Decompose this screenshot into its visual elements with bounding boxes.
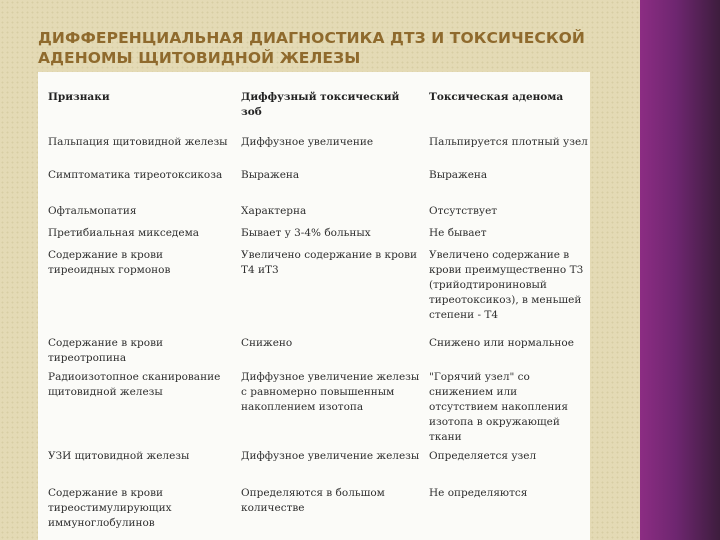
table-cell: Снижено <box>241 337 293 349</box>
table-cell: Пальпация щитовидной железы <box>48 136 228 148</box>
header-toxic-adenoma: Токсическая аденома <box>429 91 564 103</box>
table-cell: Содержание в крови тиреоидных гормонов <box>48 249 171 276</box>
table-row <box>38 160 590 200</box>
decorative-side-band <box>640 0 720 540</box>
table-cell: Офтальмопатия <box>48 205 137 217</box>
table-cell: Диффузное увеличение железы с равномерно повышенным накоплением изотопа <box>241 371 420 413</box>
table-cell: Претибиальная микседема <box>48 227 200 239</box>
table-cell: Не определяются <box>429 487 528 499</box>
table-row <box>38 120 590 160</box>
diagnosis-table <box>38 72 590 540</box>
table-cell: Бывает у 3-4% больных <box>241 227 371 239</box>
table-row <box>38 200 590 222</box>
comparison-table <box>38 72 590 537</box>
table-cell: Содержание в крови тиреотропина <box>48 337 163 364</box>
table-row <box>38 366 590 445</box>
table-cell: Не бывает <box>429 227 487 239</box>
table-row <box>38 244 590 330</box>
table-row <box>38 222 590 244</box>
table-cell: Диффузное увеличение <box>241 136 374 148</box>
slide-title: ДИФФЕРЕНЦИАЛЬНАЯ ДИАГНОСТИКА ДТЗ И ТОКСИЧЕСКОЙ АДЕНОМЫ ЩИТОВИДНОЙ ЖЕЛЕЗЫ <box>38 29 585 67</box>
table-cell: Увеличено содержание в крови преимущественно Т3 (трийодтирониновый тиреотоксикоз), в меньшей степени - Т4 <box>429 249 584 321</box>
table-cell: Выражена <box>429 169 488 181</box>
table-cell: "Горячий узел" со снижением или отсутствием накопления изотопа в окружающей ткани <box>429 371 568 443</box>
table-row <box>38 445 590 483</box>
table-row <box>38 483 590 537</box>
table-header-row <box>38 72 590 120</box>
table-cell: Выражена <box>241 169 300 181</box>
header-signs: Признаки <box>48 91 110 103</box>
table-row <box>38 330 590 366</box>
table-cell: Диффузное увеличение железы <box>241 450 420 462</box>
table-cell: Увеличено содержание в крови Т4 иТ3 <box>241 249 418 276</box>
table-cell: Характерна <box>241 205 307 217</box>
table-cell: Определяются в большом количестве <box>241 487 385 514</box>
table-cell: Радиоизотопное сканирование щитовидной железы <box>48 371 221 398</box>
header-diffuse-goiter: Диффузный токсический зоб <box>241 91 400 118</box>
table-cell: Снижено или нормальное <box>429 337 574 349</box>
table-cell: Отсутствует <box>429 205 498 217</box>
table-cell: Определяется узел <box>429 450 537 462</box>
table-cell: Симптоматика тиреотоксикоза <box>48 169 223 181</box>
table-cell: Пальпируется плотный узел <box>429 136 588 148</box>
table-cell: УЗИ щитовидной железы <box>48 450 190 462</box>
table-cell: Содержание в крови тиреостимулирующих иммуноглобулинов <box>48 487 172 529</box>
